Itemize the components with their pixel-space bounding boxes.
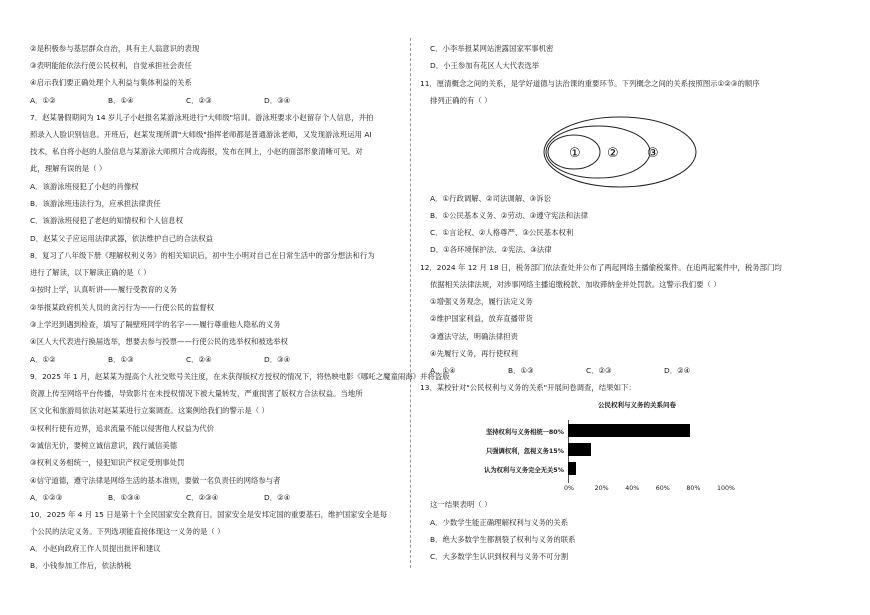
- option-line: ③表明能能依法行使公民权利，自觉承担社会责任: [30, 61, 192, 70]
- answer-options: [430, 366, 742, 376]
- chart-tick-label: 0%: [564, 485, 574, 492]
- statement-item: ④先履行义务，再行使权利: [430, 349, 518, 358]
- answer-option: B．①③④: [108, 493, 141, 502]
- statement-item: ③上学迟到遇到检查，填写了隔壁班同学的名字——履行尊重他人隐私的义务: [30, 320, 281, 329]
- answer-option: A．小赵向政府工作人员提出批评和建议: [30, 544, 161, 553]
- question-13: 13．某校针对"公民权利与义务的关系"开展问卷调查，结果如下：: [420, 383, 636, 392]
- answer-option: C．②③④: [186, 493, 219, 502]
- question-7: 7．赵某暑假期间为 14 岁儿子小赵报名某游泳班进行"大师级"培训。游泳班要求小赵留存个人信息，并拍: [30, 113, 374, 122]
- question-10: 个公民的法定义务。下列选项能直接体现这一义务的是（ ）: [30, 527, 225, 536]
- answer-option: A．①④: [430, 366, 456, 375]
- answer-option: A．①②: [30, 96, 56, 105]
- chart-tick-label: 40%: [625, 485, 640, 492]
- statement-item: ②诚信无价，要树立诚信意识，践行诚信美德: [30, 441, 178, 450]
- chart-tick-label: 80%: [686, 485, 701, 492]
- statement-item: ③权利义务相统一，侵犯知识产权定受刑事处罚: [30, 458, 185, 467]
- question-11: 排列正确的有（ ）: [430, 96, 492, 105]
- statement-item: ②维护国家利益，放弃直播带货: [430, 314, 533, 323]
- statement-item: ②举报某政府机关人员的贪污行为——行使公民的监督权: [30, 303, 215, 312]
- answer-option: D．①各环境保护法、②宪法、③法律: [430, 245, 552, 254]
- question-7: 此，理解有误的是（ ）: [30, 164, 107, 173]
- answer-options: [30, 355, 342, 365]
- chart-tick-label: 60%: [655, 485, 670, 492]
- answer-option: B．①公民基本义务、②劳动、③遵守宪法和法律: [430, 211, 588, 220]
- answer-option: B．①④: [108, 96, 134, 105]
- question-8: 8．复习了八年级下册《理解权利义务》的相关知识后，初中生小明对自己在日常生活中的部分想法和行为: [30, 251, 375, 260]
- statement-item: ①按时上学，认真听讲——履行受教育的义务: [30, 285, 178, 294]
- answer-options: [30, 493, 342, 503]
- survey-bar-chart: [460, 400, 750, 498]
- venn-diagram: [543, 115, 698, 189]
- statement-item: ④区人大代表进行换届选举，想要去参与投票——行使公民的选举权和被选举权: [30, 337, 288, 346]
- answer-option: D．②④: [664, 366, 691, 375]
- answer-option: D．②④: [264, 493, 291, 502]
- question-12: 依据相关法律法规，对涉事网络主播追缴税款、加收滞纳金并处罚款。这警示我们要（ ）: [430, 280, 721, 289]
- answer-options: [30, 96, 342, 106]
- answer-option: D．③④: [264, 355, 291, 364]
- answer-option: B．绝大多数学生都割裂了权利与义务的联系: [430, 535, 576, 544]
- answer-option: C．该游泳班侵犯了老赵的知情权和个人信息权: [30, 216, 183, 225]
- question-7: 技术，私自将小赵的人脸信息与某游泳大师照片合成海报，发布在网上，小赵的面部形象清晰可见。对: [30, 147, 363, 156]
- answer-option: A．①②: [30, 355, 56, 364]
- option-line: ④启示我们要正确处理个人利益与集体利益的关系: [30, 78, 192, 87]
- venn-label: ②: [607, 146, 619, 161]
- answer-option: C．②③: [186, 96, 212, 105]
- answer-option: A．该游泳班侵犯了小赵的肖像权: [30, 182, 139, 191]
- answer-option: C．②③: [586, 366, 612, 375]
- question-9: 区文化和旅游局依法对赵某某进行立案调查。这案例给我们的警示是（ ）: [30, 406, 269, 415]
- answer-option: B．①③: [508, 366, 534, 375]
- chart-bar: [568, 424, 690, 437]
- statement-item: ①增强义务观念，履行法定义务: [430, 297, 533, 306]
- question-9: 资源上传至网络平台传播，导致影片在未授权情况下被大量转发，严重损害了版权方合法权益。当地所: [30, 389, 363, 398]
- chart-tick-label: 20%: [594, 485, 609, 492]
- statement-item: ④信守道德，遵守法律是网络生活的基本准则，要做一名负责任的网络参与者: [30, 476, 281, 485]
- venn-outer-ellipse: [544, 117, 696, 187]
- chart-bar: [568, 443, 591, 456]
- answer-option: D．③④: [264, 96, 291, 105]
- answer-option: D．赵某父子应运用法律武器，依法维护自己的合法权益: [30, 234, 214, 243]
- answer-option: C．①言论权、②人格尊严、③公民基本权利: [430, 228, 574, 237]
- answer-option: B．小钱参加工作后，依法纳税: [30, 561, 132, 570]
- chart-tick-label: 100%: [717, 485, 736, 492]
- question-10: 10．2025 年 4 月 15 日是第十个全民国家安全教育日。国家安全是安邦定国的重要基石，维护国家安全是每: [30, 510, 388, 519]
- chart-category-label: 只强调权利，忽视义务15%: [485, 448, 564, 455]
- answer-option: C．小李举报某网站泄露国家军事机密: [430, 44, 554, 53]
- question-7: 照录入人脸识别信息。开班后，赵某发现所谓"大师级"指挥老师都是普通游泳老师，又发现游泳班运用 AI: [30, 130, 372, 139]
- answer-option: C．大多数学生认识到权利与义务不可分割: [430, 552, 569, 561]
- answer-option: A．①行政调解、②司法调解、③诉讼: [430, 194, 552, 203]
- statement-item: ①权利行使有边界，追求流量不能以侵害他人权益为代价: [30, 424, 215, 433]
- venn-middle-ellipse: [546, 126, 650, 178]
- chart-bar: [568, 462, 576, 475]
- answer-option: A．少数学生能正确理解权利与义务的关系: [430, 518, 569, 527]
- answer-option: B．该游泳班违法行为，应承担法律责任: [30, 199, 161, 208]
- question-13-prompt: 这一结果表明（ ）: [430, 500, 492, 509]
- question-11: 11．厘清概念之间的关系，是学好道德与法治课的重要环节。下列概念之间的关系按照图示①②③的顺序: [420, 79, 760, 88]
- question-8: 进行了解读，以下解读正确的是（ ）: [30, 268, 151, 277]
- chart-category-label: 认为权利与义务完全无关5%: [484, 467, 564, 474]
- statement-item: ③遵法守法，明确法律担责: [430, 332, 518, 341]
- answer-option: C．②④: [186, 355, 212, 364]
- answer-option: D．小王参加有花区人大代表选举: [430, 61, 540, 70]
- question-9: 9．2025 年 1 月，赵某某为提高个人社交账号关注度，在未获得版权方授权的情况下，将热映电影《哪吒之魔童闹海》并将盗版: [30, 372, 450, 381]
- chart-category-label: 坚持权利与义务相统一80%: [485, 429, 564, 436]
- answer-option: A．①②③: [30, 493, 63, 502]
- venn-label: ③: [647, 146, 659, 161]
- answer-option: B．①③: [108, 355, 134, 364]
- option-line: ②是积极参与基层群众自治，具有主人翁意识的表现: [30, 44, 200, 53]
- column-divider: [410, 38, 411, 568]
- chart-title: 公民权利与义务的关系问卷: [598, 401, 676, 409]
- venn-label: ①: [569, 146, 581, 161]
- question-12: 12．2024 年 12 月 18 日，税务部门依法查处并公布了两起网络主播偷税案件。在追两起案件中，税务部门均: [420, 263, 782, 272]
